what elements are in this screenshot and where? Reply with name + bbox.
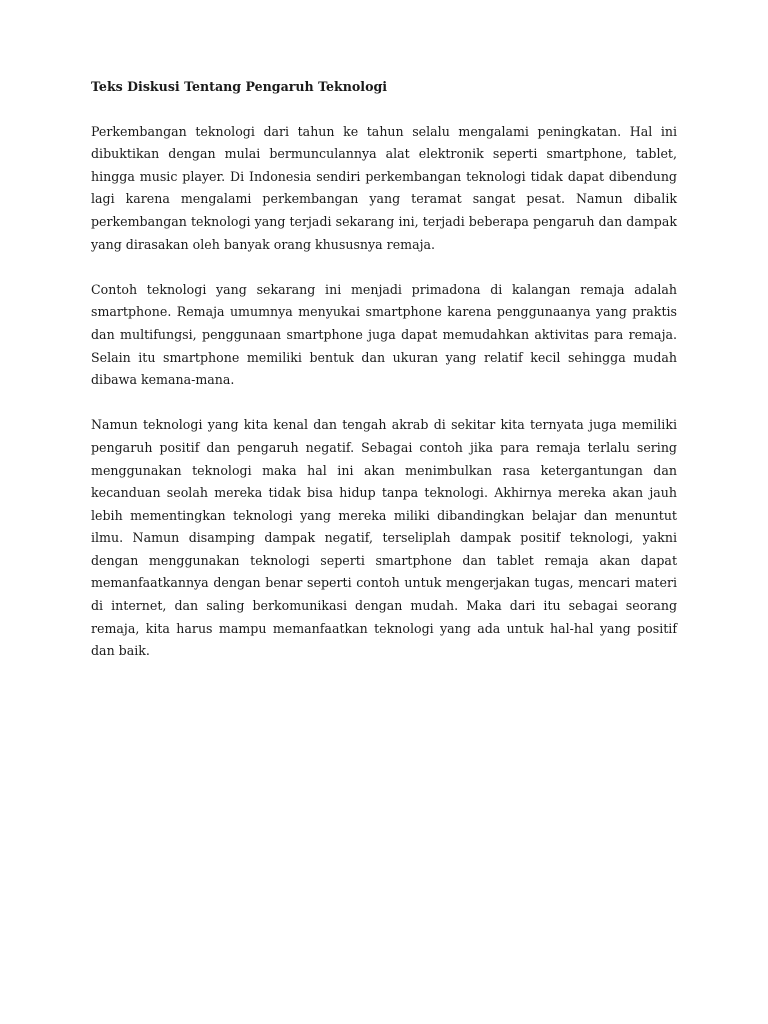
document-title: Teks Diskusi Tentang Pengaruh Teknologi (91, 79, 388, 94)
paragraph-2: Contoh teknologi yang sekarang ini menjadi primadona di kalangan remaja adalah smartphone. Remaja umumnya menyukai smartphone karena penggunaanya yang praktis dan multifungsi, penggunaan smartphone juga dapat memudahkan aktivitas para remaja. Selain itu smartphone memiliki bentuk dan ukuran yang relatif kecil sehingga mudah dibawa kemana-mana. (91, 281, 677, 388)
document-body (91, 76, 677, 685)
paragraph-1: Perkembangan teknologi dari tahun ke tahun selalu mengalami peningkatan. Hal ini dibuktikan dengan mulai bermunculannya alat elektronik seperti smartphone, tablet, hingga music player. Di Indonesia sendiri perkembangan teknologi tidak dapat dibendung lagi karena mengalami perkembangan yang teramat sangat pesat. Namun dibalik perkembangan teknologi yang terjadi sekarang ini, terjadi beberapa pengaruh dan dampak yang dirasakan oleh banyak orang khususnya remaja. (91, 123, 677, 252)
paragraph-3: Namun teknologi yang kita kenal dan tengah akrab di sekitar kita ternyata juga memiliki pengaruh positif dan pengaruh negatif. Sebagai contoh jika para remaja terlalu sering menggunakan teknologi maka hal ini akan menimbulkan rasa ketergantungan dan kecanduan seolah mereka tidak bisa hidup tanpa teknologi. Akhirnya mereka akan jauh lebih mementingkan teknologi yang mereka miliki dibandingkan belajar dan menuntut ilmu. Namun disamping dampak negatif, terseliplah dampak positif teknologi, yakni dengan menggunakan teknologi seperti smartphone dan tablet remaja akan dapat memanfaatkannya dengan benar seperti contoh untuk mengerjakan tugas, mencari materi di internet, dan saling berkomunikasi dengan mudah. Maka dari itu sebagai seorang remaja, kita harus mampu memanfaatkan teknologi yang ada untuk hal-hal yang positif dan baik. (91, 417, 677, 659)
